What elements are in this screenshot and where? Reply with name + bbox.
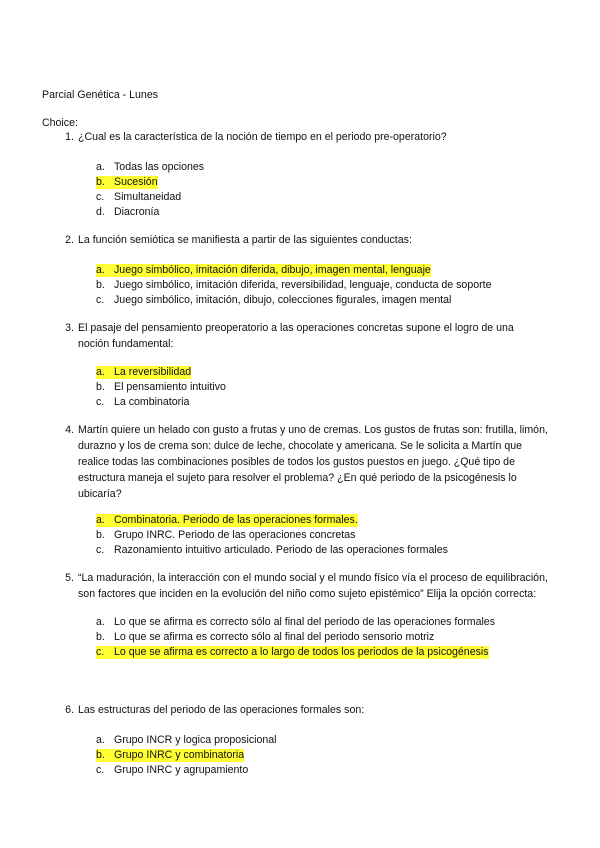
option-text: Juego simbólico, imitación diferida, reversibilidad, lenguaje, conducta de soporte <box>114 279 492 291</box>
answer-option-highlighted <box>96 749 244 762</box>
option-text: Lo que se afirma es correcto sólo al final del periodo sensorio motriz <box>114 631 435 643</box>
option-text: Lo que se afirma es correcto a lo largo de todos los periodos de la psicogénesis <box>114 646 489 658</box>
question-text: Las estructuras del periodo de las operaciones formales son: <box>78 704 365 716</box>
option-text: Sucesión <box>114 176 158 188</box>
answer-option-highlighted <box>96 366 191 379</box>
section-label: Choice: <box>42 117 78 129</box>
question-number: 1. <box>65 131 74 143</box>
option-text: Grupo INRC y agrupamiento <box>114 764 249 776</box>
option-text: El pensamiento intuitivo <box>114 381 226 393</box>
answer-option <box>96 279 491 292</box>
option-letter: c. <box>96 544 105 556</box>
option-letter: b. <box>96 176 105 188</box>
answer-option <box>96 544 448 557</box>
question-text: La función semiótica se manifiesta a partir de las siguientes conductas: <box>78 234 412 246</box>
option-letter: c. <box>96 191 105 203</box>
option-letter: a. <box>96 264 105 276</box>
option-letter: a. <box>96 366 105 378</box>
answer-option <box>96 206 159 219</box>
option-letter: c. <box>96 294 105 306</box>
option-letter: c. <box>96 646 105 658</box>
option-text: Combinatoria. Periodo de las operaciones formales. <box>114 514 358 526</box>
option-letter: c. <box>96 396 105 408</box>
answer-option <box>96 191 181 204</box>
document-title: Parcial Genética - Lunes <box>42 89 159 101</box>
option-letter: d. <box>96 206 105 218</box>
question-number: 6. <box>65 704 74 716</box>
option-letter: b. <box>96 381 105 393</box>
option-letter: a. <box>96 734 105 746</box>
option-letter: b. <box>96 279 105 291</box>
question-text: durazno y los de crema son: dulce de leche, chocolate y americana. Se le solicita a Martín que <box>78 440 523 452</box>
option-text: Juego simbólico, imitación, dibujo, colecciones figurales, imagen mental <box>114 294 452 306</box>
question-number: 4. <box>65 424 74 436</box>
option-text: Simultaneidad <box>114 191 182 203</box>
option-text: Grupo INRC. Periodo de las operaciones concretas <box>114 529 356 541</box>
option-text: Lo que se afirma es correcto sólo al final del periodo de las operaciones formales <box>114 616 495 628</box>
option-text: Diacronía <box>114 206 160 218</box>
option-text: Grupo INCR y logica proposicional <box>114 734 277 746</box>
question-number: 3. <box>65 322 74 334</box>
answer-option <box>96 294 451 307</box>
question-text: ¿Cual es la característica de la noción de tiempo en el periodo pre-operatorio? <box>78 131 447 143</box>
question-number: 2. <box>65 234 74 246</box>
option-text: Todas las opciones <box>114 161 205 173</box>
answer-option <box>96 396 189 409</box>
question-text: realice todas las combinaciones posibles de todos los gustos puestos en juego. ¿Qué tipo de <box>78 456 515 468</box>
option-text: La reversibilidad <box>114 366 192 378</box>
option-letter: b. <box>96 529 105 541</box>
option-letter: b. <box>96 631 105 643</box>
option-letter: c. <box>96 764 105 776</box>
option-text: Juego simbólico, imitación diferida, dibujo, imagen mental, lenguaje <box>114 264 431 276</box>
option-text: Grupo INRC y combinatoria <box>114 749 245 761</box>
option-letter: a. <box>96 514 105 526</box>
question-text: “La maduración, la interacción con el mundo social y el mundo físico vía el proceso de equilibración, <box>78 572 548 584</box>
question-text: son factores que inciden en la evolución del niño como sujeto epistémico” Elija la opción correcta: <box>78 588 537 600</box>
question-number: 5. <box>65 572 74 584</box>
answer-option-highlighted <box>96 264 431 277</box>
answer-option-highlighted <box>96 514 358 527</box>
answer-option-highlighted <box>96 176 158 189</box>
option-letter: a. <box>96 616 105 628</box>
answer-option <box>96 764 248 777</box>
answer-option <box>96 616 495 629</box>
answer-option-highlighted <box>96 646 489 659</box>
option-text: La combinatoria <box>114 396 190 408</box>
question-text: estructura maneja el sujeto para resolver el problema? ¿En qué periodo de la psicogénesis lo <box>78 472 517 484</box>
question-text: ubicaría? <box>78 488 122 500</box>
option-text: Razonamiento intuitivo articulado. Periodo de las operaciones formales <box>114 544 448 556</box>
answer-option <box>96 161 204 174</box>
answer-option <box>96 529 355 542</box>
option-letter: b. <box>96 749 105 761</box>
answer-option <box>96 734 277 747</box>
question-text: El pasaje del pensamiento preoperatorio a las operaciones concretas supone el logro de una <box>78 322 514 334</box>
answer-option <box>96 631 434 644</box>
option-letter: a. <box>96 161 105 173</box>
question-text: Martín quiere un helado con gusto a frutas y uno de cremas. Los gustos de frutas son: frutilla, limón, <box>78 424 548 436</box>
answer-option <box>96 381 226 394</box>
question-text: noción fundamental: <box>78 338 174 350</box>
